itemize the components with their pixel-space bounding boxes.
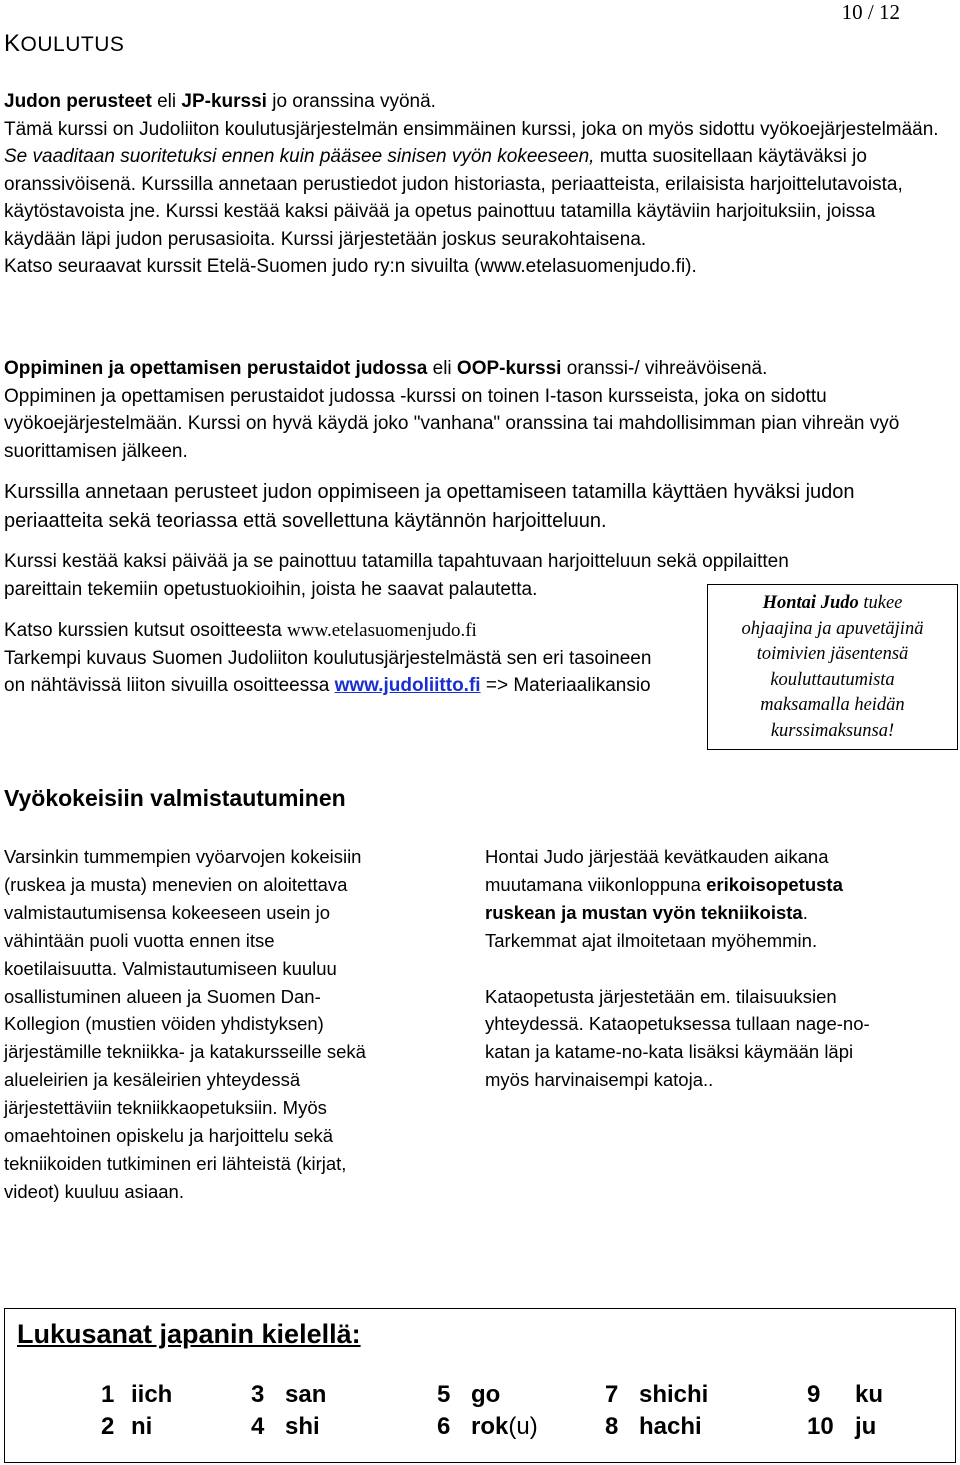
prep-left-line: järjestettäviin tekniikkaopetuksiin. Myös [4, 1097, 327, 1119]
box-line5: maksamalla heidän [760, 695, 905, 716]
number-item [807, 1413, 877, 1441]
jp-text1: Tämä kurssi on Judoliiton koulutusjärjestelmän ensimmäinen kurssi, joka on myös sidottu vyökoejärjestelmään. [4, 118, 939, 140]
number-item [101, 1381, 173, 1409]
prep-left-line: omaehtoinen opiskelu ja harjoittelu sekä [4, 1125, 334, 1147]
prep-right-line [485, 871, 955, 899]
number-item [251, 1413, 320, 1441]
jp-title-part2: JP-kurssi [181, 91, 267, 112]
oop-title-mid: eli [427, 358, 457, 379]
oop-title-part1: Oppiminen ja opettamisen perustaidot judossa [4, 358, 428, 379]
number-digit: 8 [605, 1413, 619, 1440]
section-header [4, 30, 124, 58]
number-word: ju [855, 1413, 877, 1440]
oop-course-text: Oppiminen ja opettamisen perustaidot judossa -kurssi on toinen I-tason kursseista, joka on sidottu vyökoejärjestelmään. Kurssi on hyvä käydä joko "vanhana" oranssina tai mahdollisimman pian vihreän vyö suorittamisen jälkeen. [4, 385, 900, 462]
prep-right-line [485, 899, 955, 927]
oop-title-end: oranssi-/ vihreävöisenä. [561, 358, 768, 379]
prep-right-text: . [802, 901, 808, 923]
prep-right-line: myös harvinaisempi katoja.. [485, 1069, 714, 1091]
prep-right-line: yhteydessä. Kataopetuksessa tullaan nage-no- [485, 1013, 870, 1035]
japanese-numbers-box [4, 1308, 956, 1463]
number-digit: 2 [101, 1413, 115, 1440]
invite-url: www.etelasuomenjudo.fi [287, 620, 477, 641]
number-item [605, 1381, 709, 1409]
more-info-prefix: on nähtävissä liiton sivuilla osoitteessa [4, 675, 335, 696]
prep-right-line: katan ja katame-no-kata lisäksi käymään läpi [485, 1041, 854, 1063]
number-digit: 5 [437, 1381, 451, 1408]
hontai-support-box [707, 584, 958, 750]
prep-right-text: muutamana viikonloppuna [485, 873, 707, 895]
jp-course-title [4, 88, 944, 116]
box-line4: kouluttautumista [770, 669, 895, 690]
judoliitto-link[interactable]: www.judoliitto.fi [334, 675, 481, 696]
invite-line [4, 617, 704, 645]
number-digit: 10 [807, 1413, 834, 1440]
prep-left-column [4, 843, 434, 1206]
number-word: go [471, 1381, 501, 1408]
prep-left-line: osallistuminen alueen ja Suomen Dan- [4, 985, 321, 1007]
jp-title-mid: eli [151, 91, 182, 112]
number-digit: 1 [101, 1381, 115, 1408]
prep-right-bold: ruskean ja mustan vyön tekniikoista [485, 901, 803, 923]
header-rest: OULUTUS [20, 33, 125, 56]
jp-text-italic: Se vaaditaan suoritetuksi ennen kuin pääsee sinisen vyön kokeeseen, [4, 146, 595, 167]
oop-links [4, 617, 704, 700]
number-digit: 9 [807, 1381, 821, 1408]
number-digit: 3 [251, 1381, 265, 1408]
number-word [471, 1413, 538, 1441]
header-first-letter: K [4, 30, 21, 57]
box-line1-rest: tukee [858, 593, 903, 613]
oop-duration-line1: Kurssi kestää kaksi päivää ja se painottuu tatamilla tapahtuvaan harjoitteluun sekä oppilaitten [4, 551, 789, 572]
oop-title-part2: OOP-kurssi [456, 358, 562, 379]
number-item [605, 1413, 702, 1441]
prep-right-line: Kataopetusta järjestetään em. tilaisuuksien [485, 985, 837, 1007]
number-word-main: rok [471, 1413, 509, 1440]
jp-title-end: jo oranssina vyönä. [266, 91, 436, 112]
box-line2: ohjaajina ja apuvetäjinä [741, 618, 924, 639]
prep-right-bold: erikoisopetusta [706, 873, 843, 895]
number-word-suffix: (u) [508, 1413, 538, 1440]
prep-right-line: Hontai Judo järjestää kevätkauden aikana [485, 846, 829, 867]
box-line3: toimivien jäsentensä [756, 644, 909, 665]
number-item [807, 1381, 884, 1409]
more-info-line1: Tarkempi kuvaus Suomen Judoliiton koulutusjärjestelmästä sen eri tasoineen [4, 647, 652, 669]
prep-left-line: vähintään puoli vuotta ennen itse [4, 929, 275, 951]
number-word: ni [131, 1413, 153, 1440]
prep-left-line: (ruskea ja musta) menevien on aloitettava [4, 873, 348, 895]
number-word: hachi [639, 1413, 702, 1440]
prep-left-line: Varsinkin tummempien vyöarvojen kokeisiin [4, 846, 362, 867]
oop-course-description: Kurssilla annetaan perusteet judon oppimiseen ja opettamiseen tatamilla käyttäen hyväksi judon periaatteita sekä teoriassa että sovellettuna käytännön harjoitteluun. [4, 481, 855, 532]
jp-course-text [4, 116, 944, 254]
box-line6: kurssimaksunsa! [770, 720, 895, 741]
oop-course-section [4, 355, 904, 465]
oop-course-title [4, 355, 904, 383]
numbers-title: Lukusanat japanin kielellä: [17, 1319, 361, 1349]
more-info-line2 [4, 672, 704, 700]
jp-course-section [4, 88, 944, 281]
prep-left-line: Kollegion (mustien vöiden yhdistyksen) [4, 1013, 324, 1035]
prep-left-line: tekniikoiden tutkiminen eri lähteistä (kirjat, [4, 1152, 347, 1174]
prep-right-line: Tarkemmat ajat ilmoitetaan myöhemmin. [485, 929, 818, 951]
oop-duration-line2: pareittain tekemiin opetustuokioihin, joista he saavat palautetta. [4, 578, 538, 600]
invite-prefix: Katso kurssien kutsut osoitteesta [4, 620, 288, 641]
jp-text2: mutta suositellaan käytäväksi jo oranssivöisenä. Kurssilla annetaan perustiedot judon historiasta, periaatteista, erilaisista harjoittelutavoista, käytöstavoista jne. Kurssi kestää kaksi päivää ja opetus painottuu tatamilla käytäviin harjoituksiin, joissa käydään läpi judon perusasioita. Kurssi järjestetään joskus seurakohtaisena. [4, 146, 903, 250]
number-item [437, 1381, 501, 1409]
prep-left-line: alueleirien ja kesäleirien yhteydessä [4, 1069, 301, 1091]
prep-left-line: videot) kuuluu asiaan. [4, 1180, 184, 1202]
prep-left-line: järjestämille tekniikka- ja katakursseille sekä [4, 1041, 366, 1063]
number-digit: 7 [605, 1381, 619, 1408]
number-word: ku [855, 1381, 884, 1408]
number-word: san [285, 1381, 327, 1408]
jp-title-part1: Judon perusteet [4, 91, 152, 112]
number-word: shi [285, 1413, 320, 1440]
number-word: shichi [639, 1381, 709, 1408]
number-item [251, 1381, 327, 1409]
number-item [437, 1413, 538, 1441]
prep-right-column [485, 843, 955, 1094]
jp-course-link-line: Katso seuraavat kurssit Etelä-Suomen judo ry:n sivuilta (www.etelasuomenjudo.fi). [4, 256, 697, 277]
prep-left-line: koetilaisuutta. Valmistautumiseen kuuluu [4, 957, 337, 979]
number-digit: 6 [437, 1413, 451, 1440]
number-digit: 4 [251, 1413, 265, 1440]
number-item [101, 1413, 153, 1441]
number-word: iich [131, 1381, 173, 1408]
more-info-suffix: => Materiaalikansio [480, 675, 651, 696]
box-brand: Hontai Judo [762, 593, 859, 613]
page-number: 10 / 12 [841, 0, 900, 24]
prep-left-line: valmistautumisensa kokeeseen usein jo [4, 901, 330, 923]
box-line1 [708, 591, 957, 617]
prep-heading: Vyökokeisiin valmistautuminen [4, 785, 346, 811]
